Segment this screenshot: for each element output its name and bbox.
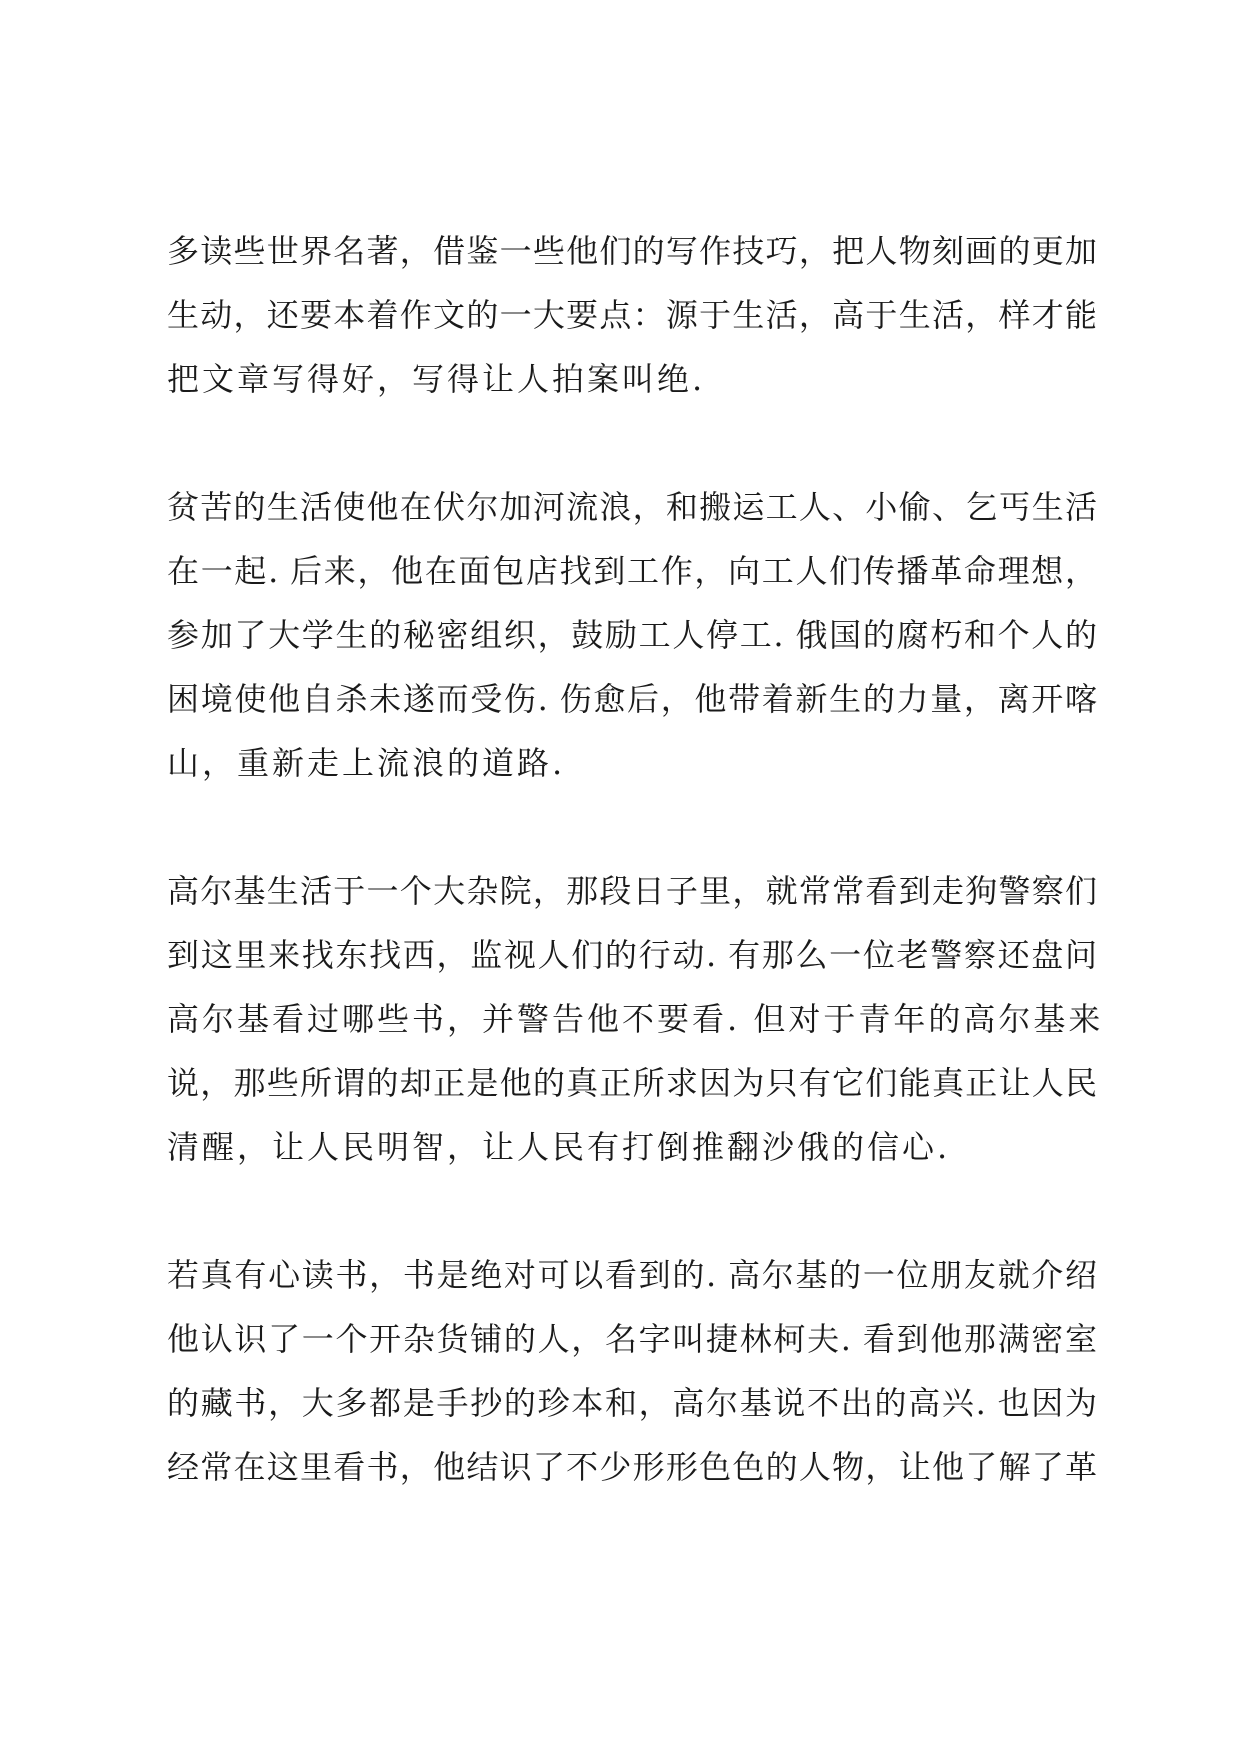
text-line: 贫苦的生活使他在伏尔加河流浪，和搬运工人、小偷、乞丐生活 [167, 488, 1097, 526]
text-line: 困境使他自杀未遂而受伤. 伤愈后，他带着新生的力量，离开喀 [167, 680, 1097, 718]
paragraph-1 [167, 219, 1097, 411]
text-line: 若真有心读书，书是绝对可以看到的. 高尔基的一位朋友就介绍 [167, 1256, 1097, 1294]
paragraph-4 [167, 1243, 1097, 1499]
text-line: 说，那些所谓的却正是他的真正所求因为只有它们能真正让人民 [167, 1064, 1097, 1102]
text-line: 经常在这里看书，他结识了不少形形色色的人物，让他了解了革 [167, 1448, 1097, 1486]
text-line: 到这里来找东找西，监视人们的行动. 有那么一位老警察还盘问 [167, 936, 1097, 974]
text-line: 生动，还要本着作文的一大要点：源于生活，高于生活，样才能 [167, 296, 1097, 334]
text-line: 高尔基生活于一个大杂院，那段日子里，就常常看到走狗警察们 [167, 872, 1097, 910]
text-line: 把文章写得好，写得让人拍案叫绝. [167, 360, 706, 398]
text-line: 山，重新走上流浪的道路. [167, 744, 566, 782]
text-line: 参加了大学生的秘密组织，鼓励工人停工. 俄国的腐朽和个人的 [167, 616, 1097, 654]
text-line: 高尔基看过哪些书，并警告他不要看. 但对于青年的高尔基来 [167, 1000, 1104, 1038]
text-line: 清醒，让人民明智，让人民有打倒推翻沙俄的信心. [167, 1128, 951, 1166]
paragraph-2 [167, 475, 1097, 795]
text-line: 多读些世界名著，借鉴一些他们的写作技巧，把人物刻画的更加 [167, 232, 1097, 270]
text-line: 他认识了一个开杂货铺的人，名字叫捷林柯夫. 看到他那满密室 [167, 1320, 1097, 1358]
text-line: 的藏书，大多都是手抄的珍本和，高尔基说不出的高兴. 也因为 [167, 1384, 1097, 1422]
text-line: 在一起. 后来，他在面包店找到工作，向工人们传播革命理想， [167, 552, 1097, 590]
paragraph-3 [167, 859, 1104, 1179]
